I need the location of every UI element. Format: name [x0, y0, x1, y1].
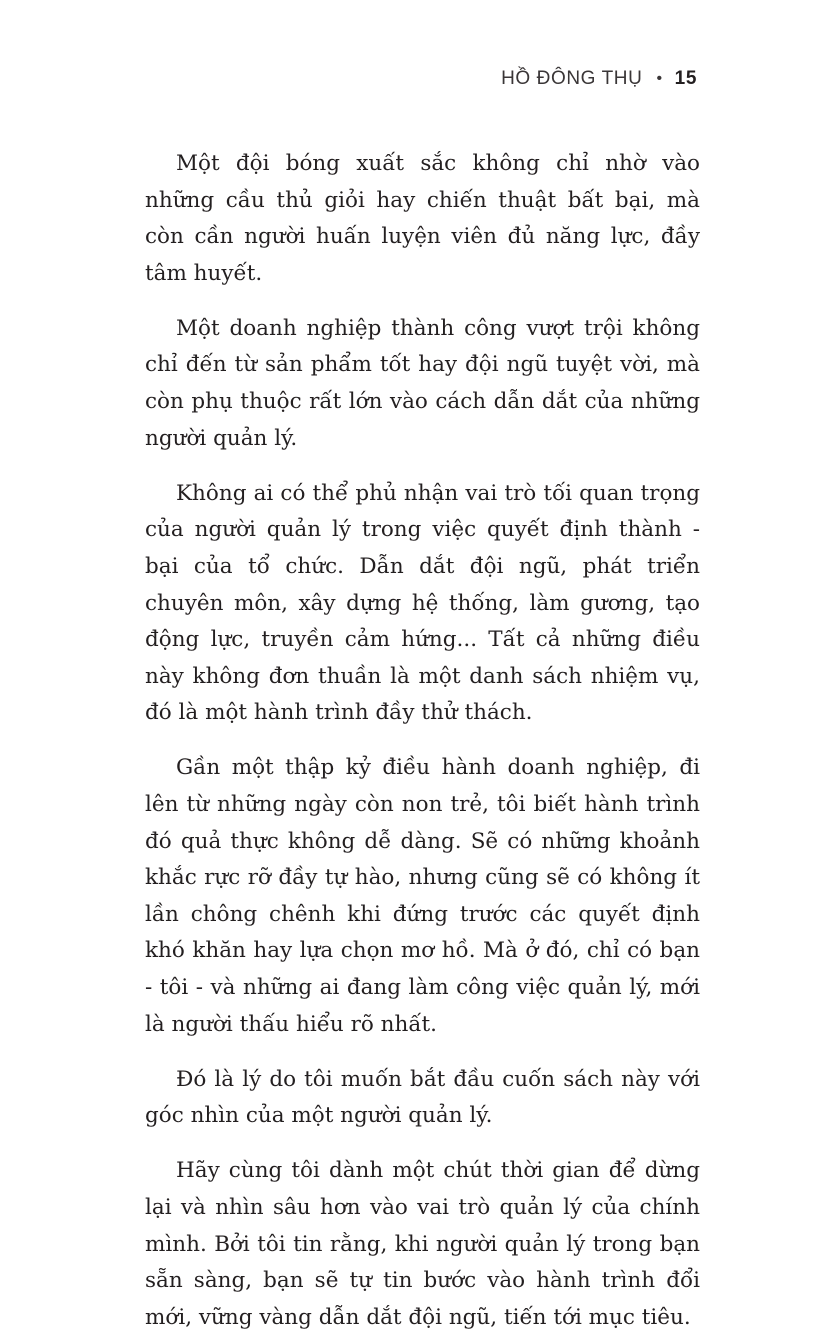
page-number: 15	[674, 68, 697, 89]
paragraph: Đó là lý do tôi muốn bắt đầu cuốn sách này với góc nhìn của một người quản lý.	[145, 1066, 700, 1129]
header-separator: •	[656, 70, 663, 87]
running-header	[501, 68, 697, 90]
paragraph: Một doanh nghiệp thành công vượt trội không chỉ đến từ sản phẩm tốt hay đội ngũ tuyệt vời, mà còn phụ thuộc rất lớn vào cách dẫn dắt của những người quản lý.	[145, 315, 700, 451]
paragraph: Hãy cùng tôi dành một chút thời gian để dừng lại và nhìn sâu hơn vào vai trò quản lý của chính mình. Bởi tôi tin rằng, khi người quản lý trong bạn sẵn sàng, bạn sẽ tự tin bước vào hành trình đổi mới, vững vàng dẫn dắt đội ngũ, tiến tới mục tiêu.	[145, 1158, 700, 1330]
paragraph: Không ai có thể phủ nhận vai trò tối quan trọng của người quản lý trong việc quyết định thành - bại của tổ chức. Dẫn dắt đội ngũ, phát triển chuyên môn, xây dựng hệ thống, làm gương, tạo động lực, truyền cảm hứng... Tất cả những điều này không đơn thuần là một danh sách nhiệm vụ, đó là một hành trình đầy thử thách.	[145, 480, 700, 726]
body-text	[145, 146, 700, 1336]
paragraph: Gần một thập kỷ điều hành doanh nghiệp, đi lên từ những ngày còn non trẻ, tôi biết hành trình đó quả thực không dễ dàng. Sẽ có những khoảnh khắc rực rỡ đầy tự hào, nhưng cũng sẽ có không ít lần chông chênh khi đứng trước các quyết định khó khăn hay lựa chọn mơ hồ. Mà ở đó, chỉ có bạn - tôi - và những ai đang làm công việc quản lý, mới là người thấu hiểu rõ nhất.	[145, 755, 700, 1037]
header-author: HỒ ĐÔNG THỤ	[501, 68, 643, 89]
paragraph: Một đội bóng xuất sắc không chỉ nhờ vào những cầu thủ giỏi hay chiến thuật bất bại, mà còn cần người huấn luyện viên đủ năng lực, đầy tâm huyết.	[145, 151, 700, 286]
